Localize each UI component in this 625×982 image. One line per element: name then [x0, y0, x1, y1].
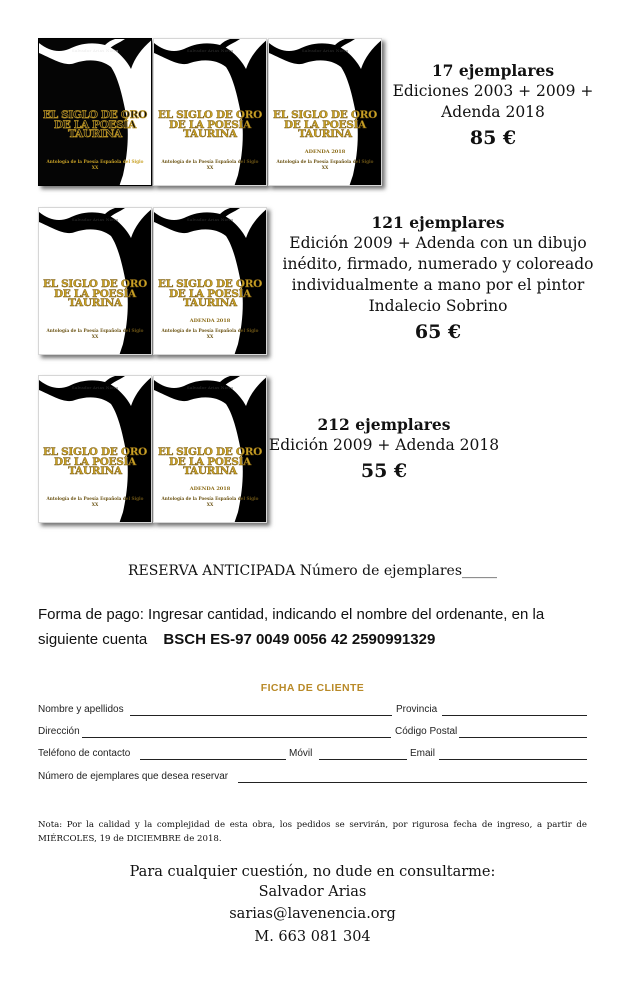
offer-line: Ediciones 2003 + 2009 +: [392, 82, 594, 100]
book-cover: [268, 38, 382, 186]
offer-17: [378, 60, 608, 153]
book-author: Salvador Arias Nieto: [186, 385, 234, 390]
book-subtitle: Antología de la Poesía Española del Siglo XX: [161, 496, 259, 507]
book-adenda: ADENDA 2018: [304, 149, 346, 155]
offer-line: individualmente a mano por el pintor: [291, 276, 585, 294]
offer-line: Adenda 2018: [441, 103, 545, 121]
offer-line: Edición 2009 + Adenda con un dibujo: [289, 234, 587, 252]
book-adenda: ADENDA 2018: [189, 486, 231, 492]
book-author: Salvador Arias Nieto: [301, 48, 349, 53]
provincia-label: Provincia: [396, 704, 438, 715]
book-subtitle: Antología de la Poesía Española del Siglo XX: [161, 159, 259, 170]
offer-212: [268, 414, 500, 486]
numero-label: Número de ejemplares que desea reservar: [38, 771, 229, 782]
contact-phone: M. 663 081 304: [254, 929, 371, 945]
book-subtitle: Antología de la Poesía Española del Siglo XX: [46, 496, 144, 507]
form-row-direccion: [38, 726, 587, 740]
offer-count: 121 ejemplares: [371, 213, 505, 232]
contacto-intro: Para cualquier cuestión, no dude en consultarme:: [129, 864, 496, 880]
contact-email[interactable]: sarias@lavenencia.org: [229, 906, 396, 922]
book-author: Salvador Arias Nieto: [71, 217, 119, 222]
book-title: EL SIGLO DE ORO DE LA POESÍA TAURINA: [43, 109, 147, 140]
book-author: Salvador Arias Nieto: [71, 385, 119, 390]
book-subtitle: Antología de la Poesía Española del Siglo XX: [46, 328, 144, 339]
book-adenda: ADENDA 2018: [189, 318, 231, 324]
reserva-anticipada: RESERVA ANTICIPADA Número de ejemplares_____: [127, 563, 498, 579]
movil-field[interactable]: [319, 759, 407, 760]
ficha-title: FICHA DE CLIENTE: [260, 682, 365, 694]
offer-line: Edición 2009 + Adenda 2018: [268, 436, 500, 454]
book-title: EL SIGLO DE ORO DE LA POESÍA TAURINA: [158, 109, 262, 140]
book-cover: [153, 207, 267, 355]
codigo-postal-label: Código Postal: [395, 726, 458, 737]
bank-account: BSCH ES-97 0049 0056 42 2590991329: [163, 631, 436, 648]
book-cover: [38, 38, 152, 186]
email-field[interactable]: [439, 759, 587, 760]
form-row-telefono: [38, 748, 587, 762]
direccion-field[interactable]: [82, 737, 391, 738]
book-author: Salvador Arias Nieto: [186, 217, 234, 222]
offer-line: Indalecio Sobrino: [368, 297, 508, 315]
nota: Nota: Por la calidad y la complejidad de esta obra, los pedidos se servirán, por rigurosa fecha de ingreso, a partir de MIÉRCOLES, 19 de DICIEMBRE de 2018.: [38, 820, 587, 844]
form-row-numero: [38, 771, 587, 785]
nombre-label: Nombre y apellidos: [38, 704, 124, 715]
numero-field[interactable]: [238, 782, 587, 783]
book-subtitle: Antología de la Poesía Española del Siglo XX: [276, 159, 374, 170]
book-author: Salvador Arias Nieto: [71, 48, 119, 53]
offer-price: 55 €: [360, 460, 408, 482]
nombre-field[interactable]: [130, 715, 392, 716]
book-author: Salvador Arias Nieto: [186, 48, 234, 53]
book-title: EL SIGLO DE ORO DE LA POESÍA TAURINA: [43, 278, 147, 309]
codigo-postal-field[interactable]: [459, 737, 587, 738]
book-title: EL SIGLO DE ORO DE LA POESÍA TAURINA: [273, 109, 377, 140]
provincia-field[interactable]: [442, 715, 587, 716]
book-subtitle: Antología de la Poesía Española del Siglo XX: [46, 159, 144, 170]
email-label: Email: [410, 748, 436, 759]
forma-de-pago: [38, 602, 598, 652]
contact-name: Salvador Arias: [258, 884, 367, 900]
book-title: EL SIGLO DE ORO DE LA POESÍA TAURINA: [43, 446, 147, 477]
offer-count: 212 ejemplares: [317, 415, 451, 434]
book-cover: [38, 207, 152, 355]
offer-121: [268, 212, 608, 347]
pago-text: Forma de pago: Ingresar cantidad, indicando el nombre del ordenante, en la siguiente cuenta: [38, 606, 545, 648]
book-cover: [153, 375, 267, 523]
book-cover: [38, 375, 152, 523]
offer-count: 17 ejemplares: [431, 61, 555, 80]
offer-line: inédito, firmado, numerado y coloreado: [282, 255, 594, 273]
book-title: EL SIGLO DE ORO DE LA POESÍA TAURINA: [158, 278, 262, 309]
book-title: EL SIGLO DE ORO DE LA POESÍA TAURINA: [158, 446, 262, 477]
direccion-label: Dirección: [38, 726, 80, 737]
telefono-field[interactable]: [140, 759, 286, 760]
offer-price: 65 €: [414, 321, 462, 343]
offer-price: 85 €: [469, 127, 517, 149]
telefono-label: Teléfono de contacto: [38, 748, 131, 759]
book-cover: [153, 38, 267, 186]
book-subtitle: Antología de la Poesía Española del Siglo XX: [161, 328, 259, 339]
form-row-nombre: [38, 704, 587, 718]
movil-label: Móvil: [289, 748, 313, 759]
